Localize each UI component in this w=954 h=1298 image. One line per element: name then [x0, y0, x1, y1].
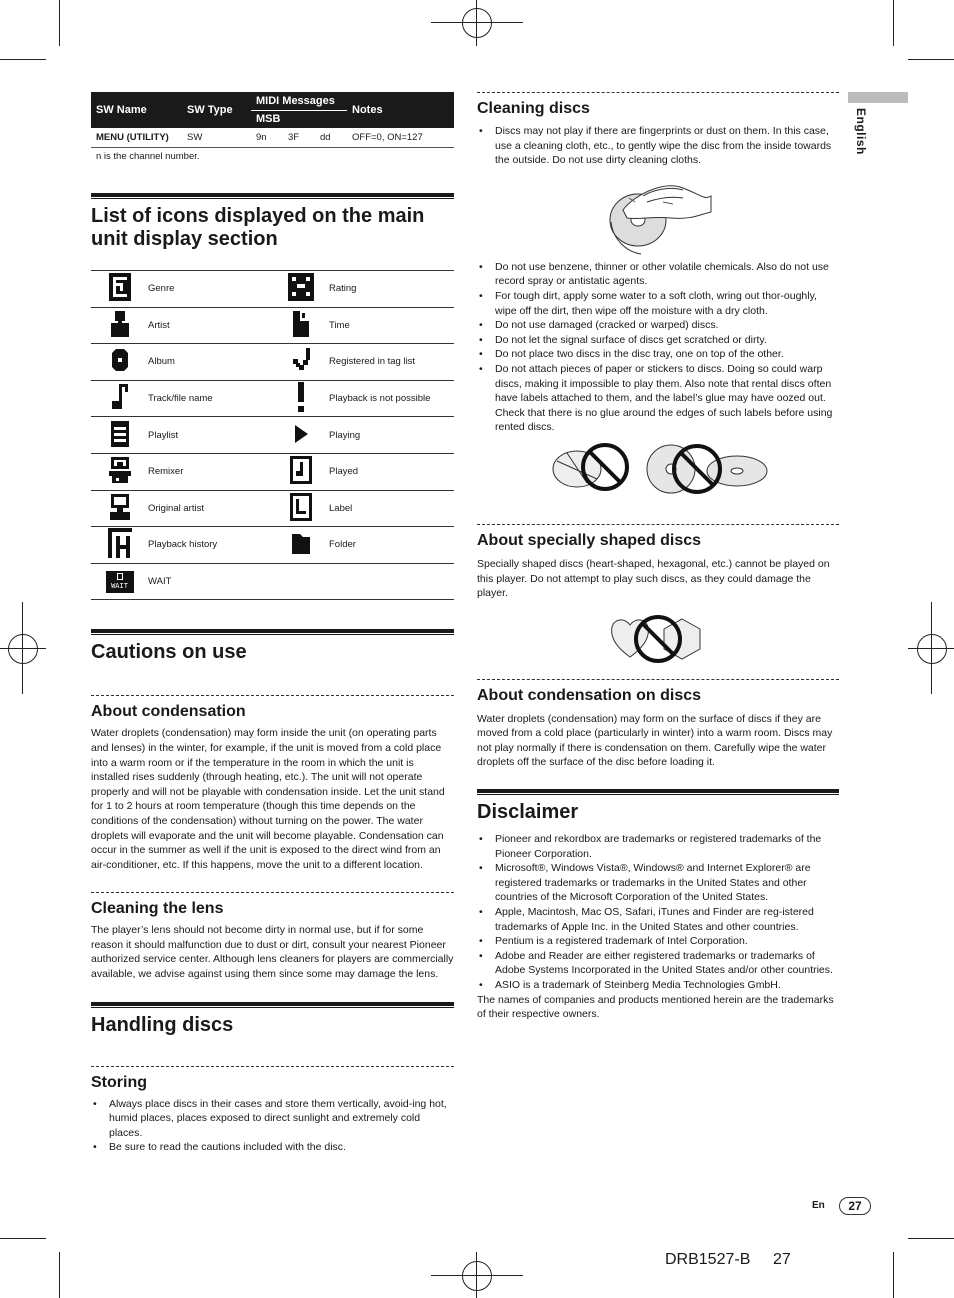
col-midi: MIDI Messages	[251, 92, 347, 110]
list-item: Time	[329, 307, 454, 344]
dashed-divider	[477, 679, 839, 680]
list-item: Playing	[329, 417, 454, 454]
list-item: Registered in tag list	[329, 344, 454, 381]
table-row	[91, 417, 454, 454]
condensation-discs-title: About condensation on discs	[477, 686, 702, 704]
prohibited-illustrations	[477, 441, 839, 511]
list-item: • Microsoft®, Windows Vista®, Windows® and Internet Explorer® are registered trademarks or trademarks in the United States and other countries of the Microsoft Corporation of the United States.	[477, 861, 839, 905]
table-row	[91, 563, 454, 600]
list-item: • Discs may not play if there are fingerprints or dust on them. In this case, use a cleaning cloth, etc., to gently wipe the disc from the inside towards the outside. Do not use dirty cleaning cloths.	[477, 124, 839, 168]
list-item: Folder	[329, 527, 454, 564]
condensation-discs-text: Water droplets (condensation) may form on the surface of discs if they are moved from a cold place (particularly in winter) into a warm room. Discs may not play normally if there is condensation on them. Carefully wipe the water droplets off the surface of the disc before loading it.	[477, 712, 833, 769]
crop-mark	[59, 1252, 60, 1298]
crop-mark	[893, 0, 894, 46]
language-label: English	[854, 108, 868, 155]
list-item: • For tough dirt, apply some water to a soft cloth, wring out thor-oughly, wipe off the dirt, then wipe off the moisture with a dry cloth.	[477, 289, 839, 318]
list-item: Original artist	[148, 490, 272, 527]
registered-tag-icon	[290, 345, 312, 375]
wait-icon	[106, 571, 134, 593]
list-item: • Be sure to read the cautions included with the disc.	[91, 1140, 454, 1155]
handling-title: Handling discs	[91, 1013, 234, 1036]
icons-heading-bar	[91, 193, 454, 251]
list-item: Album	[148, 344, 272, 381]
list-item: • Pentium is a registered trademark of Intel Corporation.	[477, 934, 839, 949]
cell-type: SW	[182, 128, 251, 148]
list-item: • Do not use damaged (cracked or warped) discs.	[477, 318, 839, 333]
col-sw-name: SW Name	[91, 92, 182, 128]
reg-circle	[462, 1261, 492, 1291]
cleaning-list-1	[477, 124, 839, 168]
crop-mark	[0, 1238, 46, 1239]
playlist-icon	[109, 419, 131, 449]
play-icon	[292, 419, 310, 449]
condensation-title: About condensation	[91, 703, 246, 721]
list-item: Track/file name	[148, 380, 272, 417]
rating-icon	[287, 272, 315, 302]
list-item	[329, 563, 454, 600]
played-icon	[289, 455, 313, 485]
original-artist-icon	[108, 492, 132, 522]
cautions-title: Cautions on use	[91, 641, 247, 664]
stacked-discs-prohibited-icon	[641, 441, 769, 495]
cleaning-discs-title: Cleaning discs	[477, 100, 590, 117]
right-column	[477, 92, 839, 1022]
midi-table	[91, 92, 454, 148]
table-row	[91, 128, 454, 148]
album-icon	[109, 345, 131, 375]
list-item: • Do not use benzene, thinner or other volatile chemicals. Also do not use record spray or antistatic agents.	[477, 260, 839, 289]
cleaning-list-2	[477, 260, 839, 435]
lens-text: The player’s lens should not become dirty in normal use, but if for some reason it should malfunction due to dust or dirt, consult your nearest Pioneer authorized service center. Although lens cleaners for players are commercially available, we advise against using them since some may damage the lens.	[91, 924, 454, 981]
table-row	[91, 490, 454, 527]
table-row	[91, 527, 454, 564]
table-row	[91, 307, 454, 344]
list-item: • Pioneer and rekordbox are trademarks or registered trademarks of the Pioneer Corporation.	[477, 832, 839, 861]
crop-mark	[893, 1252, 894, 1298]
artist-icon	[109, 309, 131, 339]
table-row	[91, 380, 454, 417]
page-number-badge	[839, 1197, 871, 1215]
list-item: Playlist	[148, 417, 272, 454]
table-row	[91, 271, 454, 308]
dashed-divider	[477, 524, 839, 525]
disclaimer-heading-bar	[477, 789, 839, 824]
cell-data1: 3F	[283, 128, 315, 148]
track-note-icon	[109, 382, 131, 412]
storing-list	[91, 1097, 454, 1155]
list-item: WAIT	[148, 563, 272, 600]
reg-circle	[917, 634, 947, 664]
col-notes: Notes	[347, 92, 454, 128]
list-item: Rating	[329, 271, 454, 308]
cell-data2: dd	[315, 128, 347, 148]
shaped-illustration	[477, 611, 839, 669]
left-column	[91, 92, 454, 1155]
page-lang: En	[812, 1200, 825, 1211]
table-row	[91, 344, 454, 381]
lens-title: Cleaning the lens	[91, 900, 224, 918]
table-footnote: n is the channel number.	[96, 151, 200, 162]
history-icon	[107, 527, 133, 559]
dashed-divider	[91, 892, 454, 893]
disclaimer-list	[477, 832, 839, 993]
list-item: • Do not place two discs in the disc tray, one on top of the other.	[477, 347, 839, 362]
list-item: • Do not let the signal surface of discs get scratched or dirty.	[477, 333, 839, 348]
list-item: • Do not attach pieces of paper or stickers to discs. Doing so could warp discs, making it impossible to play them. Also note that rental discs often have labels attached to them, and the label’s glue may have oozed out. Check that there is no glue around the edges of such labels before using rented discs.	[477, 362, 839, 435]
col-sw-type: SW Type	[182, 92, 251, 128]
exclamation-icon	[294, 381, 308, 413]
time-icon	[290, 309, 312, 339]
shaped-discs-title: About specially shaped discs	[477, 531, 702, 549]
list-item: Genre	[148, 271, 272, 308]
dashed-divider	[91, 1066, 454, 1067]
cell-name: MENU (UTILITY)	[91, 128, 182, 148]
list-item: • Apple, Macintosh, Mac OS, Safari, iTunes and Finder are reg-istered trademarks of Apple Inc. in the United States and other countries.	[477, 905, 839, 934]
list-item: Playback history	[148, 527, 272, 564]
wipe-disc-illustration	[603, 172, 713, 258]
dashed-divider	[91, 695, 454, 696]
disclaimer-footer: The names of companies and products mentioned herein are the trademarks of their respective owners.	[477, 993, 834, 1021]
disclaimer-title: Disclaimer	[477, 801, 579, 824]
crop-mark	[908, 1238, 954, 1239]
doc-code: DRB1527-B	[665, 1251, 751, 1268]
shaped-discs-text: Specially shaped discs (heart-shaped, hexagonal, etc.) cannot be played on this player. Do not attempt to play such discs, as they could damage the player.	[477, 557, 830, 600]
list-item: • Always place discs in their cases and store them vertically, avoid-ing hot, humid places, places exposed to direct sunlight and extremely cold places.	[91, 1097, 454, 1141]
list-item: Playback is not possible	[329, 380, 454, 417]
wait-icon-text: WAIT	[111, 581, 128, 590]
table-row	[91, 453, 454, 490]
crop-mark	[908, 59, 954, 60]
genre-icon	[108, 272, 132, 302]
cell-notes: OFF=0, ON=127	[347, 128, 454, 148]
language-tab-bar	[848, 92, 908, 103]
list-item: Remixer	[148, 453, 272, 490]
cell-status: 9n	[251, 128, 283, 148]
shaped-disc-prohibited-icon	[608, 611, 708, 665]
icons-table	[91, 270, 454, 600]
list-item: • ASIO is a trademark of Steinberg Media Technologies GmbH.	[477, 978, 839, 993]
folder-icon	[290, 528, 312, 558]
list-item: Label	[329, 490, 454, 527]
cautions-heading-bar	[91, 629, 454, 664]
reg-circle	[8, 634, 38, 664]
reg-circle	[462, 8, 492, 38]
label-icon	[289, 492, 313, 522]
handling-heading-bar	[91, 1002, 454, 1037]
condensation-text: Water droplets (condensation) may form inside the unit (on operating parts and lenses) in the winter, for example, if the unit is moved from a cold place into a warm room or if the temperature in the room in which the unit is installed rises suddenly (through heating, etc.). The unit will not operate properly and will not be playable with condensation inside. Let the unit stand for 1 to 2 hours at room temperature (though this time depends on the conditions of the condensation) without turning on the power. The water droplets will evaporate and the unit will become playable. Condensation can occur in the summer as well if the unit is exposed to the direct wind from an air-conditioner, etc. If this happens, move the unit to a different location.	[91, 727, 445, 871]
list-item: Artist	[148, 307, 272, 344]
dashed-divider	[477, 92, 839, 93]
col-msb: MSB	[251, 110, 347, 128]
cracked-disc-prohibited-icon	[547, 441, 631, 495]
list-item: Played	[329, 453, 454, 490]
cleaning-illustration	[477, 172, 839, 260]
doc-page-number: 27	[773, 1251, 791, 1268]
list-item: • Adobe and Reader are either registered trademarks or trademarks of Adobe Systems Incorporated in the United States and/or other countries.	[477, 949, 839, 978]
remixer-icon	[108, 455, 132, 485]
icons-section-title: List of icons displayed on the main unit display section	[91, 205, 425, 250]
page-number: 27	[848, 1199, 862, 1213]
storing-title: Storing	[91, 1073, 147, 1091]
crop-mark	[59, 0, 60, 46]
crop-mark	[0, 59, 46, 60]
